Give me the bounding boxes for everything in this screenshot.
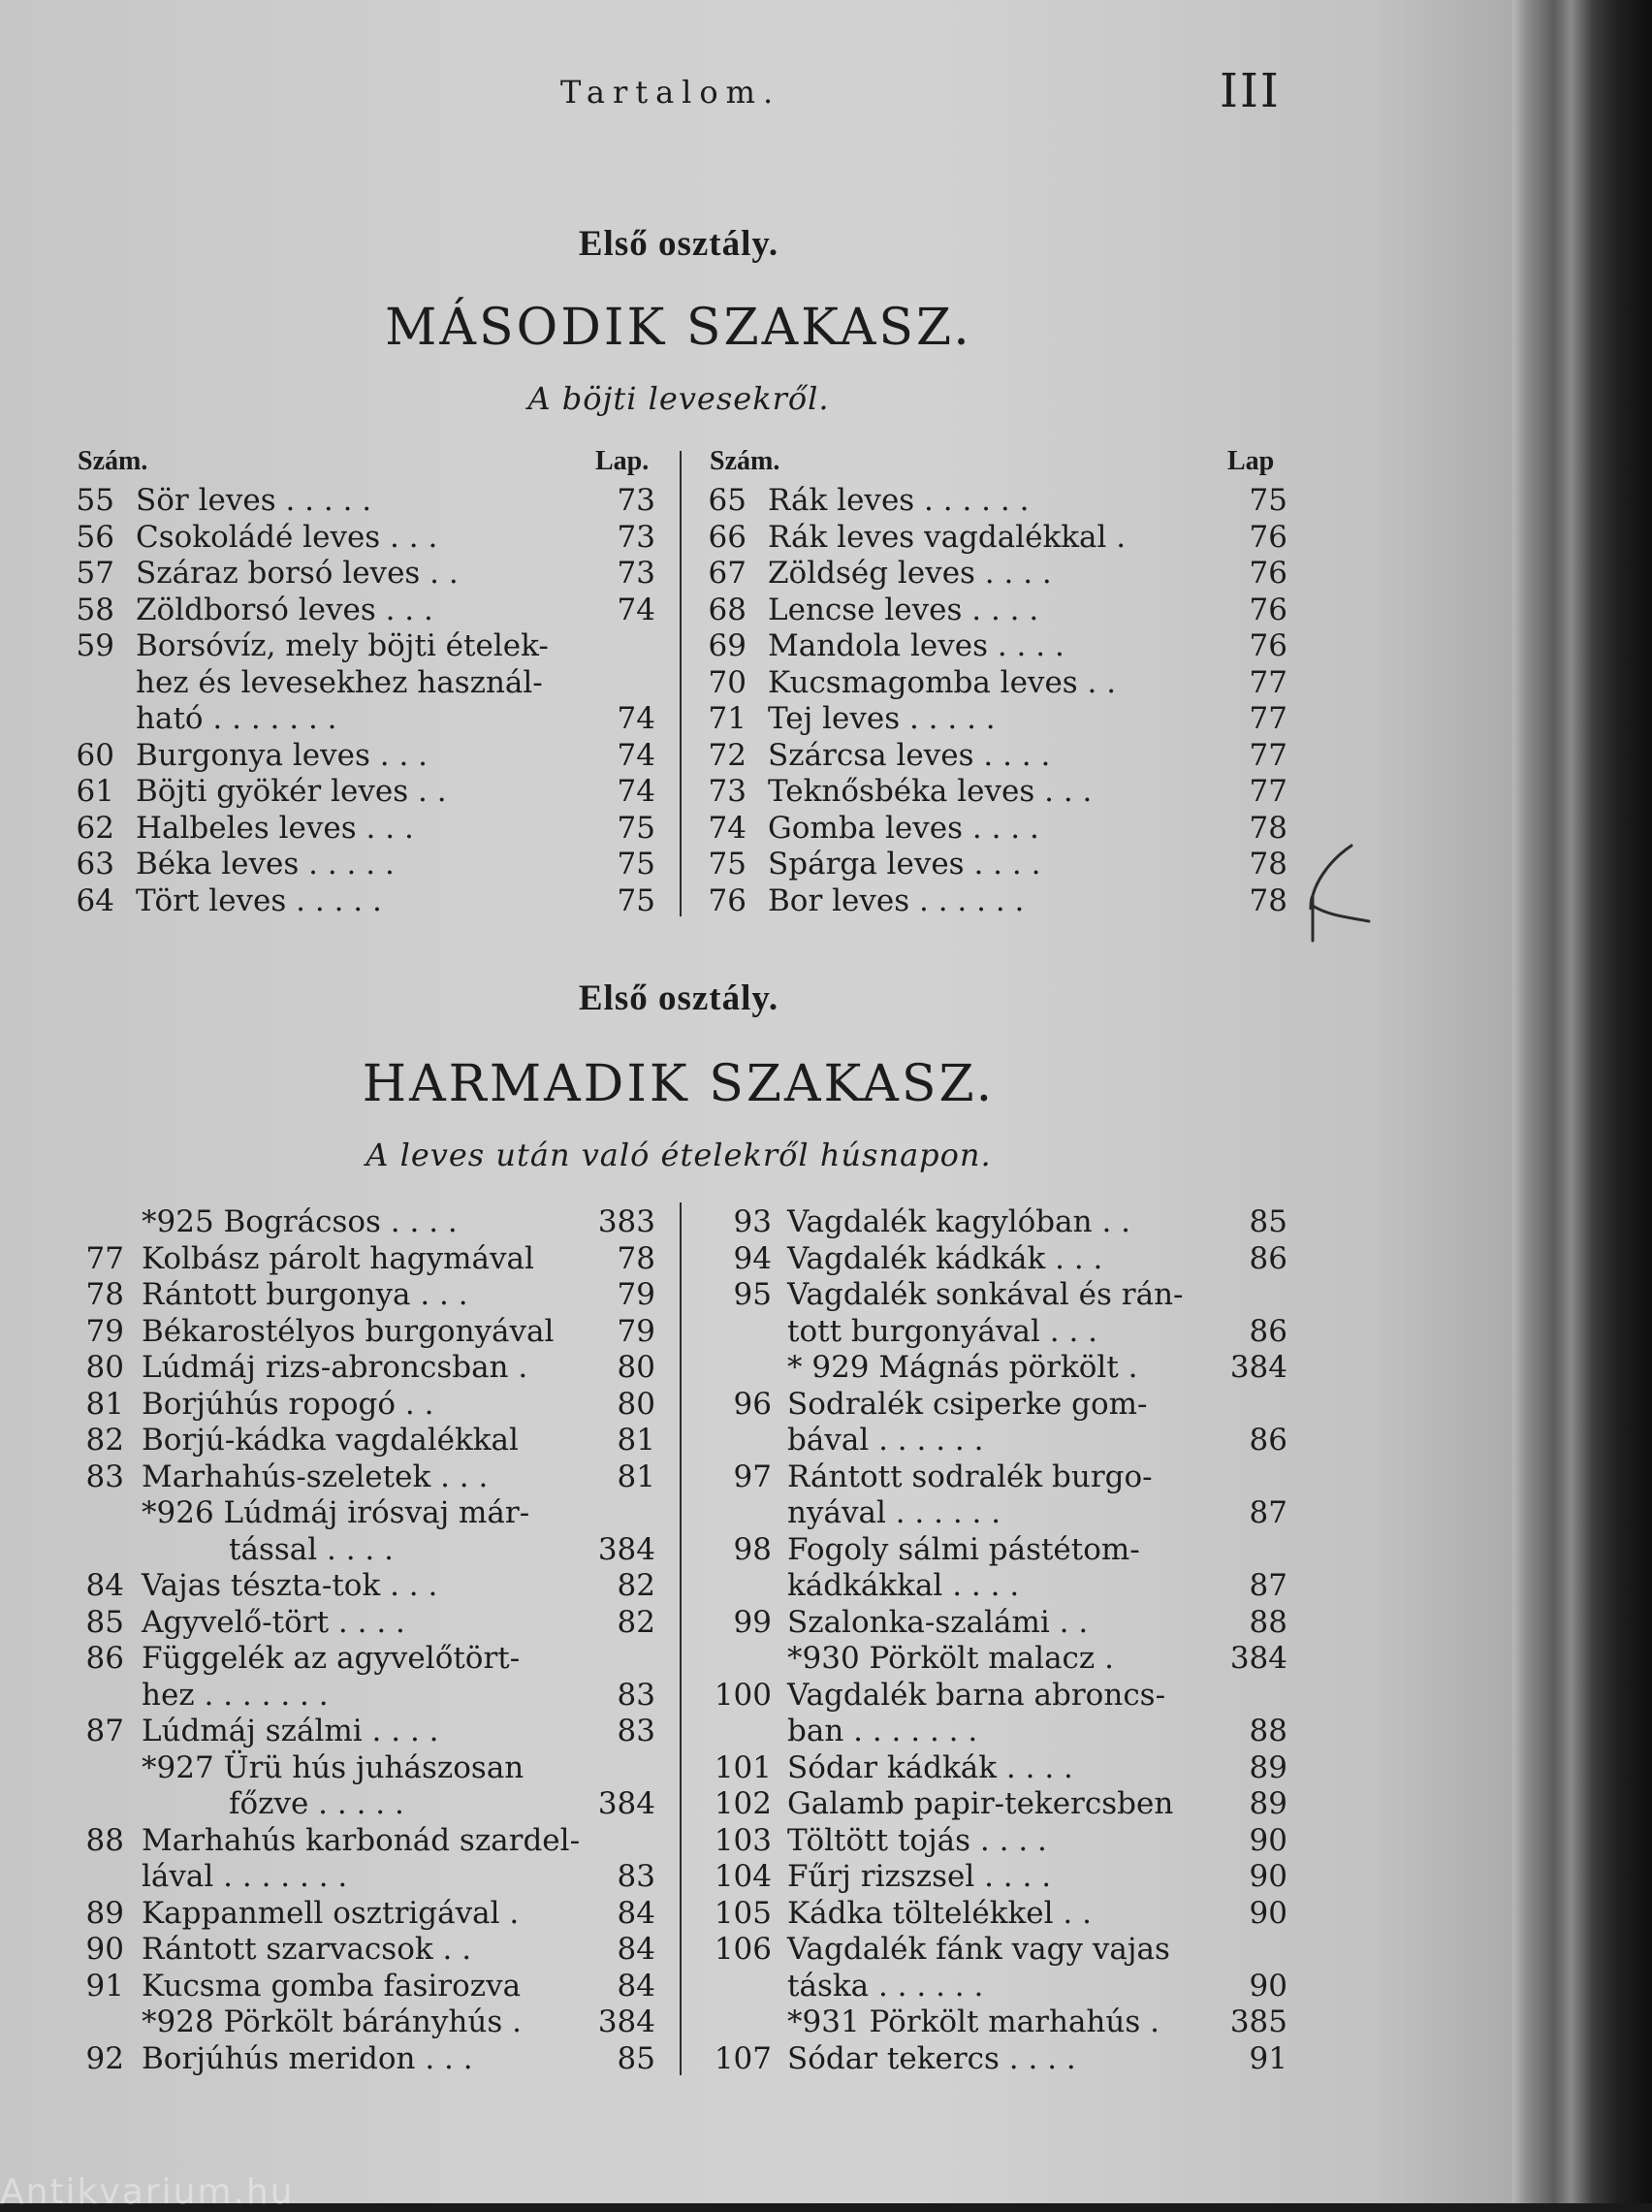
entry-title: Rántott szarvacsok . .	[142, 1932, 472, 1967]
toc-entry-line	[72, 1387, 663, 1424]
toc-entry-line	[704, 1568, 1286, 1605]
toc-entry-line	[704, 847, 1286, 883]
entry-page: 384	[1229, 1641, 1287, 1676]
entry-title: tott burgonyával . . .	[787, 1313, 1098, 1349]
entry-title: ható . . . . . . .	[136, 701, 337, 736]
entry-page: 78	[1249, 882, 1287, 918]
entry-page: 87	[1249, 1495, 1287, 1530]
toc-entry-line	[704, 1859, 1286, 1896]
toc-entry-line	[704, 556, 1286, 593]
toc-entry-line	[72, 883, 663, 920]
entry-page: 91	[1249, 2040, 1287, 2076]
toc-entry-line	[72, 483, 663, 520]
entry-page: 384	[1229, 1350, 1287, 1385]
entry-page: 385	[1229, 2004, 1287, 2039]
entry-title: Kucsmagomba leves . .	[768, 664, 1117, 700]
toc-entry-line	[704, 1204, 1286, 1241]
toc-entry-line	[704, 628, 1286, 665]
toc-entry-line	[72, 1932, 663, 1969]
toc-entry-line	[704, 1423, 1286, 1459]
entry-title: Szárcsa leves . . . .	[768, 737, 1051, 773]
toc-entry-line	[704, 883, 1286, 920]
entry-title: Tej leves . . . . .	[768, 701, 996, 736]
entry-title: Sódar kádkák . . . .	[787, 1749, 1073, 1785]
column-divider-2	[680, 1202, 682, 2075]
entry-page: 77	[1249, 774, 1287, 809]
toc-entry-line	[72, 811, 663, 848]
entry-number: 63	[76, 847, 114, 882]
entry-title: bával . . . . . .	[787, 1423, 984, 1458]
toc-entry-line	[704, 1678, 1286, 1715]
entry-title: Vagdalék barna abroncs-	[787, 1677, 1166, 1713]
toc-entry-line	[72, 1750, 663, 1787]
entry-title: Borjúhús meridon . . .	[142, 2040, 473, 2076]
entry-number: 87	[85, 1714, 124, 1748]
entry-number: 81	[85, 1386, 124, 1422]
toc-entry-line	[704, 665, 1286, 702]
running-title: Tartalom.	[560, 74, 781, 111]
entry-title: Fűrj rizszsel . . . .	[787, 1859, 1052, 1894]
entry-page: 79	[617, 1277, 655, 1312]
entry-title: Szalonka-szalámi . .	[787, 1604, 1089, 1640]
entry-page: 75	[617, 810, 655, 846]
toc-entry-line	[72, 1969, 663, 2005]
toc-entry-line	[704, 1495, 1286, 1532]
entry-number: 101	[714, 1749, 772, 1785]
entry-title: *930 Pörkölt malacz .	[787, 1641, 1114, 1676]
entry-page: 74	[617, 592, 655, 627]
entry-title: táska . . . . . .	[787, 1968, 984, 2004]
section1-subtitle: A böjti levesekről.	[527, 380, 830, 417]
col-header-num-right: Szám.	[710, 446, 780, 476]
toc-entry-line	[72, 1605, 663, 1642]
toc-entry-line	[72, 593, 663, 629]
book-edge	[1512, 0, 1652, 2203]
entry-page: 84	[617, 1968, 655, 2004]
toc-entry-line	[704, 738, 1286, 775]
col-header-num-left: Szám.	[78, 446, 148, 476]
toc-entry-line	[704, 1532, 1286, 1569]
entry-number: 65	[708, 483, 747, 518]
entry-page: 90	[1249, 1968, 1287, 2004]
entry-number: 73	[708, 774, 747, 809]
toc-entry-line	[704, 1350, 1286, 1387]
entry-title: lával . . . . . . .	[142, 1859, 348, 1894]
entry-number: 55	[76, 483, 114, 518]
entry-number: 89	[85, 1895, 124, 1931]
toc-entry-line	[704, 1786, 1286, 1823]
entry-page: 76	[1249, 592, 1287, 627]
entry-page: 86	[1249, 1313, 1287, 1349]
entry-number: 72	[708, 737, 747, 773]
toc-entry-line	[72, 665, 663, 702]
entry-number: 91	[85, 1968, 124, 2004]
toc-entry-line	[704, 1932, 1286, 1969]
toc-entry-line	[72, 1532, 663, 1569]
entry-number: 79	[85, 1313, 124, 1349]
entry-page: 90	[1249, 1822, 1287, 1858]
entry-title: *928 Pörkölt bárányhús .	[142, 2004, 522, 2039]
entry-number: 77	[85, 1240, 124, 1276]
entry-page: 77	[1249, 701, 1287, 736]
entry-title: Rántott sodralék burgo-	[787, 1459, 1153, 1494]
section1-left-column	[72, 483, 663, 919]
entry-number: 75	[708, 847, 747, 882]
entry-page: 384	[597, 1786, 655, 1821]
col-header-page-right: Lap	[1227, 446, 1275, 476]
entry-page: 383	[597, 1204, 655, 1239]
entry-number: 82	[85, 1423, 124, 1458]
entry-number: 94	[733, 1240, 772, 1276]
entry-title: hez . . . . . . .	[142, 1677, 329, 1713]
entry-number: 56	[76, 519, 114, 555]
entry-number: 83	[85, 1459, 124, 1494]
toc-entry-line	[704, 811, 1286, 848]
section1-title: MÁSODIK SZAKASZ.	[385, 299, 972, 357]
toc-entry-line	[72, 1568, 663, 1605]
toc-entry-line	[72, 1314, 663, 1351]
entry-page: 80	[617, 1386, 655, 1422]
toc-entry-line	[72, 1277, 663, 1314]
entry-number: 95	[733, 1277, 772, 1312]
entry-title: Vagdalék kagylóban . .	[787, 1204, 1131, 1239]
entry-title: tással . . . .	[229, 1531, 394, 1567]
toc-entry-line	[704, 1641, 1286, 1678]
entry-page: 83	[617, 1859, 655, 1894]
toc-entry-line	[704, 1896, 1286, 1933]
entry-title: * 929 Mágnás pörkölt .	[787, 1350, 1138, 1385]
entry-title: Béka leves . . . . .	[136, 847, 395, 882]
entry-number: 71	[708, 701, 747, 736]
entry-title: Kádka töltelékkel . .	[787, 1895, 1092, 1931]
entry-page: 75	[617, 882, 655, 918]
section2-title: HARMADIK SZAKASZ.	[362, 1055, 996, 1113]
pencil-mark-icon	[1299, 840, 1377, 946]
entry-number: 106	[714, 1932, 772, 1967]
entry-page: 77	[1249, 737, 1287, 773]
entry-number: 68	[708, 592, 747, 627]
section2-left-column	[72, 1204, 663, 2077]
entry-title: *927 Ürü hús juhászosan	[142, 1749, 524, 1785]
entry-title: Tört leves . . . . .	[136, 882, 382, 918]
entry-number: 98	[733, 1531, 772, 1567]
entry-page: 76	[1249, 519, 1287, 555]
toc-entry-line	[72, 701, 663, 738]
entry-page: 75	[617, 847, 655, 882]
entry-number: 100	[714, 1677, 772, 1713]
entry-title: Csokoládé leves . . .	[136, 519, 438, 555]
entry-page: 82	[617, 1568, 655, 1603]
entry-number: 62	[76, 810, 114, 846]
entry-title: Békarostélyos burgonyával	[142, 1313, 555, 1349]
entry-page: 77	[1249, 664, 1287, 700]
entry-page: 87	[1249, 1568, 1287, 1603]
toc-entry-line	[704, 1277, 1286, 1314]
entry-title: *925 Bográcsos . . . .	[142, 1204, 458, 1239]
column-divider	[680, 451, 682, 916]
section2-right-column	[704, 1204, 1286, 2077]
entry-number: 107	[714, 2040, 772, 2076]
entry-number: 66	[708, 519, 747, 555]
entry-number: 92	[85, 2040, 124, 2076]
toc-entry-line	[704, 1459, 1286, 1496]
toc-entry-line	[704, 774, 1286, 811]
toc-entry-line	[72, 1241, 663, 1278]
entry-title: Agyvelő-tört . . . .	[142, 1604, 405, 1640]
section1-right-column	[704, 483, 1286, 919]
section2-class-label: Első osztály.	[578, 978, 779, 1018]
toc-entry-line	[704, 1969, 1286, 2005]
toc-entry-line	[72, 1859, 663, 1896]
toc-entry-line	[704, 2004, 1286, 2041]
entry-number: 74	[708, 810, 747, 846]
toc-entry-line	[72, 1714, 663, 1750]
toc-entry-line	[72, 1204, 663, 1241]
entry-page: 78	[1249, 810, 1287, 846]
entry-title: Vagdalék fánk vagy vajas	[787, 1932, 1170, 1967]
entry-number: 85	[85, 1604, 124, 1640]
entry-title: Lencse leves . . . .	[768, 592, 1039, 627]
entry-number: 102	[714, 1786, 772, 1821]
entry-title: Vajas tészta-tok . . .	[142, 1568, 438, 1603]
entry-title: Zöldség leves . . . .	[768, 556, 1052, 591]
entry-page: 73	[617, 483, 655, 518]
entry-page: 80	[617, 1350, 655, 1385]
entry-number: 99	[733, 1604, 772, 1640]
entry-title: Kucsma gomba fasirozva	[142, 1968, 522, 2004]
entry-number: 97	[733, 1459, 772, 1494]
toc-entry-line	[72, 847, 663, 883]
entry-number: 104	[714, 1859, 772, 1894]
entry-number: 60	[76, 737, 114, 773]
entry-page: 78	[1249, 847, 1287, 882]
toc-entry-line	[72, 1350, 663, 1387]
entry-title: Lúdmáj szálmi . . . .	[142, 1714, 439, 1748]
toc-entry-line	[704, 1241, 1286, 1278]
entry-title: Marhahús karbonád szardel-	[142, 1822, 581, 1858]
entry-page: 75	[1249, 483, 1287, 518]
entry-number: 84	[85, 1568, 124, 1603]
entry-number: 105	[714, 1895, 772, 1931]
entry-page: 85	[1249, 1204, 1287, 1239]
toc-entry-line	[704, 2041, 1286, 2078]
toc-entry-line	[72, 628, 663, 665]
entry-title: Borjúhús ropogó . .	[142, 1386, 434, 1422]
entry-number: 103	[714, 1822, 772, 1858]
entry-title: Mandola leves . . . .	[768, 628, 1064, 663]
entry-page: 79	[617, 1313, 655, 1349]
entry-title: *931 Pörkölt marhahús .	[787, 2004, 1160, 2039]
entry-page: 90	[1249, 1859, 1287, 1894]
entry-title: Teknősbéka leves . . .	[768, 774, 1093, 809]
toc-entry-line	[72, 1423, 663, 1459]
entry-number: 61	[76, 774, 114, 809]
entry-number: 69	[708, 628, 747, 663]
page-number: III	[1220, 64, 1281, 118]
entry-title: főzve . . . . .	[229, 1786, 404, 1821]
toc-entry-line	[72, 1459, 663, 1496]
entry-title: ban . . . . . . .	[787, 1714, 978, 1748]
entry-page: 82	[617, 1604, 655, 1640]
toc-entry-line	[72, 520, 663, 557]
entry-page: 78	[617, 1240, 655, 1276]
watermark: Antikvarium.hu	[0, 2172, 295, 2212]
entry-title: Halbeles leves . . .	[136, 810, 414, 846]
entry-number: 67	[708, 556, 747, 591]
entry-title: Marhahús-szeletek . . .	[142, 1459, 489, 1494]
toc-entry-line	[72, 1678, 663, 1715]
toc-entry-line	[72, 2004, 663, 2041]
entry-number: 86	[85, 1641, 124, 1676]
entry-title: nyával . . . . . .	[787, 1495, 1001, 1530]
entry-number: 70	[708, 664, 747, 700]
toc-entry-line	[704, 1314, 1286, 1351]
toc-entry-line	[72, 1641, 663, 1678]
entry-title: Borsóvíz, mely böjti ételek-	[136, 628, 549, 663]
entry-page: 85	[617, 2040, 655, 2076]
entry-page: 81	[617, 1423, 655, 1458]
entry-page: 83	[617, 1714, 655, 1748]
running-header	[0, 64, 1527, 128]
entry-title: Kolbász párolt hagymával	[142, 1240, 534, 1276]
toc-entry-line	[704, 520, 1286, 557]
entry-number: 58	[76, 592, 114, 627]
entry-number: 88	[85, 1822, 124, 1858]
entry-title: Kappanmell osztrigával .	[142, 1895, 520, 1931]
entry-number: 78	[85, 1277, 124, 1312]
entry-page: 84	[617, 1932, 655, 1967]
toc-entry-line	[704, 1605, 1286, 1642]
toc-entry-line	[72, 2041, 663, 2078]
entry-title: Zöldborsó leves . . .	[136, 592, 433, 627]
entry-title: Rák leves . . . . . .	[768, 483, 1030, 518]
section1-class-label: Első osztály.	[578, 224, 779, 264]
entry-page: 74	[617, 701, 655, 736]
toc-entry-line	[72, 1786, 663, 1823]
entry-title: Burgonya leves . . .	[136, 737, 429, 773]
entry-page: 73	[617, 519, 655, 555]
entry-page: 89	[1249, 1749, 1287, 1785]
entry-page: 90	[1249, 1895, 1287, 1931]
entry-title: hez és levesekhez használ-	[136, 664, 543, 700]
entry-title: Böjti gyökér leves . .	[136, 774, 447, 809]
toc-entry-line	[72, 1896, 663, 1933]
entry-number: 90	[85, 1932, 124, 1967]
entry-page: 88	[1249, 1604, 1287, 1640]
entry-title: Vagdalék kádkák . . .	[787, 1240, 1103, 1276]
entry-title: Függelék az agyvelőtört-	[142, 1641, 521, 1676]
entry-title: Sodralék csiperke gom-	[787, 1386, 1148, 1422]
entry-title: kádkákkal . . . .	[787, 1568, 1020, 1603]
entry-page: 76	[1249, 556, 1287, 591]
entry-page: 74	[617, 737, 655, 773]
entry-title: Galamb papir-tekercsben	[787, 1786, 1174, 1821]
col-header-page-left: Lap.	[595, 446, 650, 476]
entry-number: 64	[76, 882, 114, 918]
entry-page: 81	[617, 1459, 655, 1494]
entry-number: 80	[85, 1350, 124, 1385]
entry-page: 73	[617, 556, 655, 591]
entry-page: 384	[597, 2004, 655, 2039]
toc-entry-line	[72, 1823, 663, 1860]
entry-page: 83	[617, 1677, 655, 1713]
entry-page: 384	[597, 1531, 655, 1567]
toc-entry-line	[704, 1750, 1286, 1787]
entry-page: 86	[1249, 1423, 1287, 1458]
entry-title: Sör leves . . . . .	[136, 483, 372, 518]
entry-number: 57	[76, 556, 114, 591]
entry-title: Bor leves . . . . . .	[768, 882, 1025, 918]
toc-entry-line	[704, 483, 1286, 520]
entry-title: Rák leves vagdalékkal .	[768, 519, 1127, 555]
entry-title: Vagdalék sonkával és rán-	[787, 1277, 1184, 1312]
toc-entry-line	[704, 1714, 1286, 1750]
entry-page: 89	[1249, 1786, 1287, 1821]
entry-number: 96	[733, 1386, 772, 1422]
toc-entry-line	[72, 1495, 663, 1532]
toc-entry-line	[704, 701, 1286, 738]
entry-title: Sódar tekercs . . . .	[787, 2040, 1076, 2076]
toc-entry-line	[72, 556, 663, 593]
entry-page: 84	[617, 1895, 655, 1931]
entry-title: Töltött tojás . . . .	[787, 1822, 1047, 1858]
entry-page: 74	[617, 774, 655, 809]
entry-number: 93	[733, 1204, 772, 1239]
entry-title: Száraz borsó leves . .	[136, 556, 459, 591]
entry-number: 76	[708, 882, 747, 918]
entry-page: 86	[1249, 1240, 1287, 1276]
entry-title: Borjú-kádka vagdalékkal	[142, 1423, 519, 1458]
entry-number: 59	[76, 628, 114, 663]
toc-entry-line	[72, 738, 663, 775]
entry-title: Spárga leves . . . .	[768, 847, 1041, 882]
toc-entry-line	[704, 1823, 1286, 1860]
toc-entry-line	[72, 774, 663, 811]
entry-title: Rántott burgonya . . .	[142, 1277, 468, 1312]
entry-title: Gomba leves . . . .	[768, 810, 1039, 846]
entry-page: 76	[1249, 628, 1287, 663]
toc-entry-line	[704, 593, 1286, 629]
toc-entry-line	[704, 1387, 1286, 1424]
entry-title: Fogoly sálmi pástétom-	[787, 1531, 1140, 1567]
entry-title: Lúdmáj rizs-abroncsban .	[142, 1350, 528, 1385]
section2-subtitle: A leves után való ételekről húsnapon.	[365, 1137, 992, 1173]
entry-page: 88	[1249, 1714, 1287, 1748]
entry-title: *926 Lúdmáj irósvaj már-	[142, 1495, 530, 1530]
